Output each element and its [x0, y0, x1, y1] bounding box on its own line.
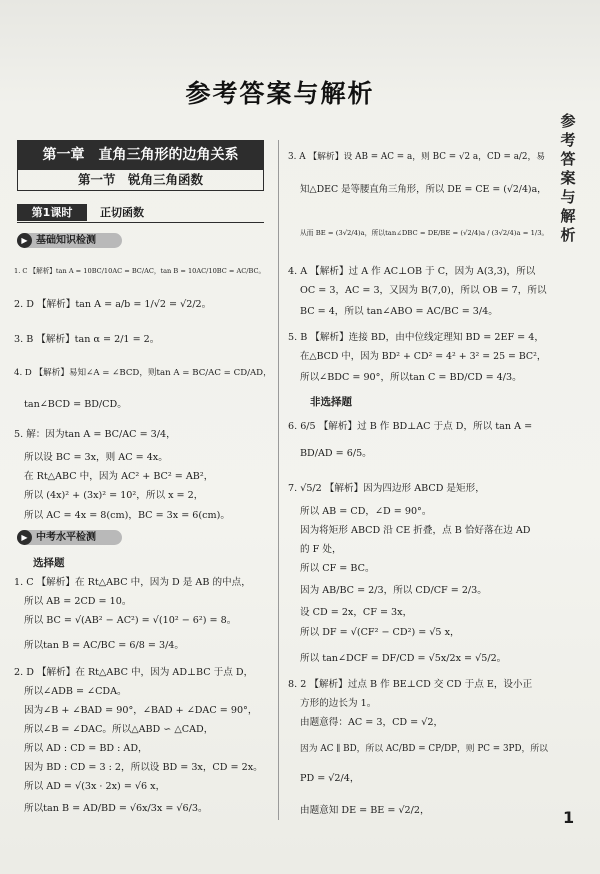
side-char: 解: [560, 207, 576, 225]
answer-line: 因为将矩形 ABCD 沿 CE 折叠，点 B 恰好落在边 AD: [300, 525, 531, 536]
column-divider: [278, 140, 279, 820]
answer-line: 所以 BC = √(AB² − AC²) = √(10² − 6²) = 8。: [24, 615, 237, 626]
answer-line: 所以 DF = √(CF² − CD²) = √5 x，: [300, 627, 460, 638]
page-number: 1: [563, 808, 575, 827]
answer-line: 所以 AC = 4x = 8(cm)，BC = 3x = 6(cm)。: [24, 510, 230, 521]
answer-line: 因为 BD : CD = 3 : 2，所以设 BD = 3x，CD = 2x。: [24, 762, 263, 773]
side-char: 答: [560, 150, 576, 168]
answer-line: 所以∠B = ∠DAC。所以△ABD ∽ △CAD，: [24, 724, 214, 735]
answer-line: 3. B 【解析】tan α = 2/1 = 2。: [14, 334, 160, 345]
chapter-banner: 第一章 直角三角形的边角关系: [17, 140, 264, 170]
play-icon: ▶: [17, 530, 32, 545]
lesson-topic: 正切函数: [100, 206, 144, 219]
answer-line: 3. A 【解析】设 AB = AC = a，则 BC = √2 a，CD = a/2，易: [288, 152, 546, 162]
side-char: 与: [560, 188, 576, 206]
answer-line: 在 Rt△ABC 中，因为 AC² + BC² = AB²，: [24, 471, 214, 482]
basic-section-label: 基础知识检测: [36, 235, 96, 246]
nonchoice-subheading: 非选择题: [310, 396, 352, 408]
answer-line: 8. 2 【解析】过点 B 作 BE⊥CD 交 CD 于点 E，设小正: [288, 679, 533, 690]
side-char: 考: [560, 131, 576, 149]
lesson-rule: [17, 222, 264, 223]
answer-line: 因为 AB/BC = 2/3，所以 CD/CF = 2/3。: [300, 585, 487, 596]
answer-line: 所以∠ADB = ∠CDA。: [24, 686, 127, 697]
answer-line: 1. C 【解析】在 Rt△ABC 中，因为 D 是 AB 的中点，: [14, 577, 251, 588]
basic-section-pill: [17, 233, 122, 248]
answer-line: 由题意得：AC = 3，CD = √2，: [300, 717, 444, 728]
side-label: [553, 112, 583, 245]
answer-line: 的 F 处，: [300, 544, 342, 555]
answer-line: 所以 CF = BC。: [300, 563, 375, 574]
answer-line: 所以∠BDC = 90°，所以tan C = BD/CD = 4/3。: [300, 372, 522, 383]
answer-line: BC = 4，所以 tan∠ABO = AC/BC = 3/4。: [300, 306, 498, 317]
answer-line: 所以 AB = CD，∠D = 90°。: [300, 506, 432, 517]
answer-line: PD = √2/4，: [300, 773, 360, 784]
answer-line: 所以 AB = 2CD = 10。: [24, 596, 132, 607]
answer-line: 方形的边长为 1。: [300, 698, 377, 709]
answer-line: 在△BCD 中，因为 BD² + CD² = 4² + 3² = 25 = BC²，: [300, 351, 547, 362]
answer-line: 因为 AC ∥ BD，所以 AC/BD = CP/DP，则 PC = 3PD，所以: [300, 744, 548, 754]
lesson-tag: 第1课时: [17, 204, 87, 221]
answer-line: 所以tan B = AC/BC = 6/8 = 3/4。: [24, 640, 184, 651]
answer-line: 2. D 【解析】tan A = a/b = 1/√2 = √2/2。: [14, 299, 212, 310]
side-char: 析: [560, 226, 576, 244]
choice-subheading: 选择题: [33, 557, 65, 569]
answer-line: 所以 AD = √(3x · 2x) = √6 x，: [24, 781, 166, 792]
answer-line: 1. C 【解析】tan A = 10BC/10AC = BC/AC，tan B = 10AC/10BC = AC/BC。: [14, 267, 266, 275]
answer-line: 从而 BE = (3√2/4)a，所以tan∠DBC = DE/BE = (√2/4)a / (3√2/4)a = 1/3。: [300, 229, 549, 237]
answer-line: 5. 解：因为tan A = BC/AC = 3/4，: [14, 429, 176, 440]
page-title: 参考答案与解析: [185, 79, 375, 108]
section-title: 第一节 锐角三角函数: [17, 170, 264, 191]
answer-line: 所以 tan∠DCF = DF/CD = √5x/2x = √5/2。: [300, 653, 507, 664]
answer-line: 所以设 BC = 3x，则 AC = 4x。: [24, 452, 168, 463]
answer-line: 4. D 【解析】易知∠A = ∠BCD，则tan A = BC/AC = CD/AD，: [14, 368, 272, 378]
answer-line: 由题意知 DE = BE = √2/2，: [300, 805, 430, 816]
answer-line: 知△DEC 是等腰直角三角形，所以 DE = CE = (√2/4)a，: [300, 184, 547, 195]
answer-line: 因为∠B + ∠BAD = 90°，∠BAD + ∠DAC = 90°，: [24, 705, 258, 716]
answer-line: 所以tan B = AD/BD = √6x/3x = √6/3。: [24, 803, 208, 814]
exam-section-label: 中考水平检测: [36, 532, 96, 543]
exam-section-pill: [17, 530, 122, 545]
answer-line: 2. D 【解析】在 Rt△ABC 中，因为 AD⊥BC 于点 D，: [14, 667, 254, 678]
side-char: 参: [560, 112, 576, 130]
side-char: 案: [560, 169, 576, 187]
answer-line: 7. √5/2 【解析】因为四边形 ABCD 是矩形，: [288, 483, 485, 494]
answer-line: 所以 AD : CD = BD : AD，: [24, 743, 148, 754]
answer-line: 4. A 【解析】过 A 作 AC⊥OB 于 C，因为 A(3,3)，所以: [288, 266, 536, 277]
answer-line: 5. B 【解析】连接 BD，由中位线定理知 BD = 2EF = 4，: [288, 332, 544, 343]
answer-line: BD/AD = 6/5。: [300, 448, 372, 459]
answer-line: 所以 (4x)² + (3x)² = 10²，所以 x = 2，: [24, 490, 204, 501]
answer-line: tan∠BCD = BD/CD。: [24, 399, 127, 410]
answer-line: OC = 3，AC = 3，又因为 B(7,0)，所以 OB = 7，所以: [300, 285, 547, 296]
answer-line: 设 CD = 2x，CF = 3x，: [300, 607, 413, 618]
play-icon: ▶: [17, 233, 32, 248]
answer-line: 6. 6/5 【解析】过 B 作 BD⊥AC 于点 D，所以 tan A =: [288, 421, 533, 432]
